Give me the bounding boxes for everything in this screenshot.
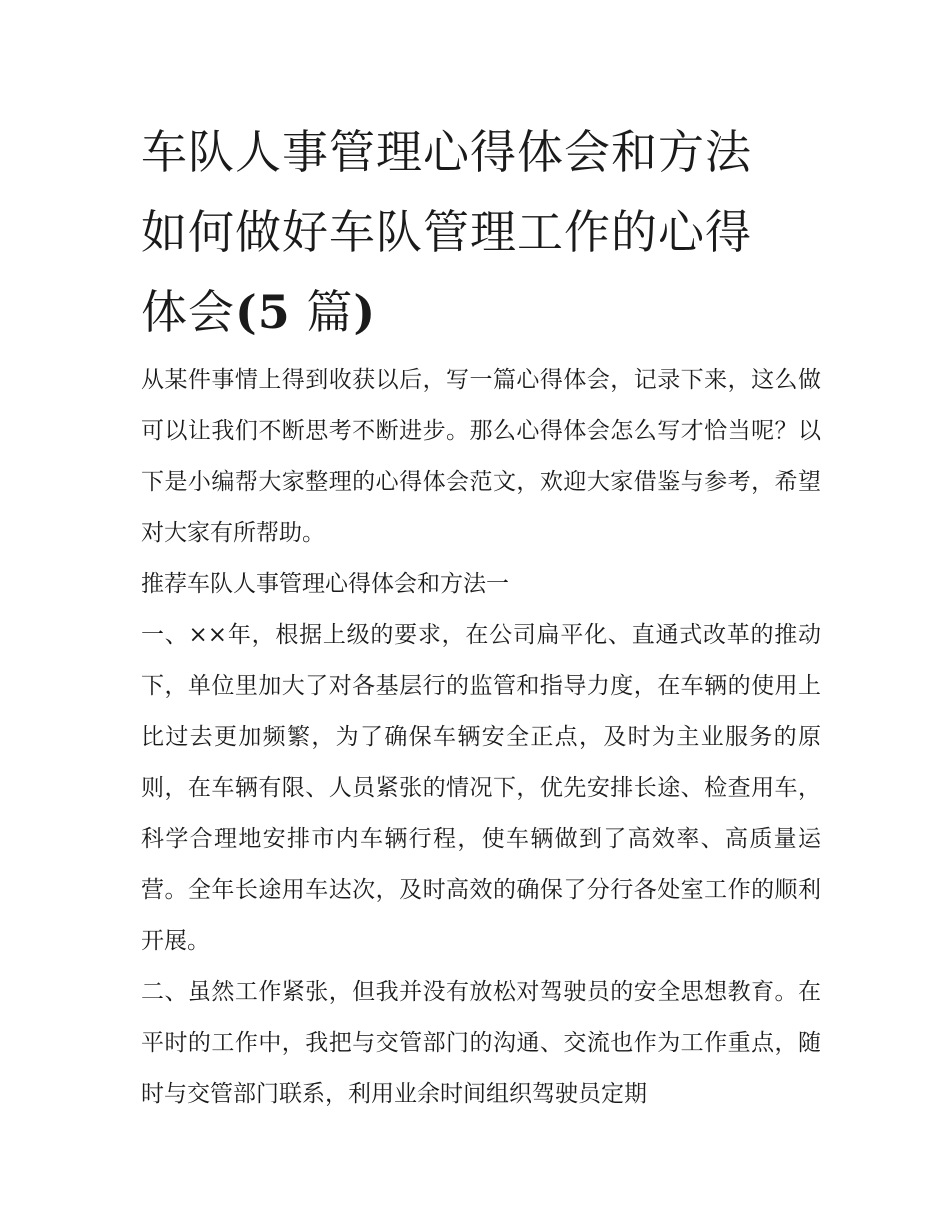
title-line-3-end: ) [353,285,377,339]
title-line-2: 如何做好车队管理工作的心得 [141,205,752,259]
document-title [141,112,821,352]
paragraph-2: 二、虽然工作紧张，但我并没有放松对驾驶员的安全思想教育。在平时的工作中，我把与交管部门的沟通、交流也作为工作重点，随时与交管部门联系，利用业余时间组织驾驶员定期 [141,979,821,1107]
title-line-3-prefix: 体会 [141,285,235,339]
title-line-3-mid: 篇 [290,285,354,339]
document-body [141,355,821,1120]
intro-paragraph: 从某件事情上得到收获以后，写一篇心得体会，记录下来，这么做可以让我们不断思考不断进步。那么心得体会怎么写才恰当呢？以下是小编帮大家整理的心得体会范文，欢迎大家借鉴与参考，希望对大家有所帮助。 [141,367,821,546]
title-line-1: 车队人事管理心得体会和方法 [141,125,752,179]
title-line-3-count: (5 [235,285,291,339]
section-heading: 推荐车队人事管理心得体会和方法一 [141,571,509,597]
paragraph-1: 一、××年，根据上级的要求，在公司扁平化、直通式改革的推动下，单位里加大了对各基层行的监管和指导力度，在车辆的使用上比过去更加频繁，为了确保车辆安全正点，及时为主业服务的原则，在车辆有限、人员紧张的情况下，优先安排长途、检查用车，科学合理地安排市内车辆行程，使车辆做到了高效率、高质量运营。全年长途用车达次，及时高效的确保了分行各处室工作的顺利开展。 [141,622,821,954]
